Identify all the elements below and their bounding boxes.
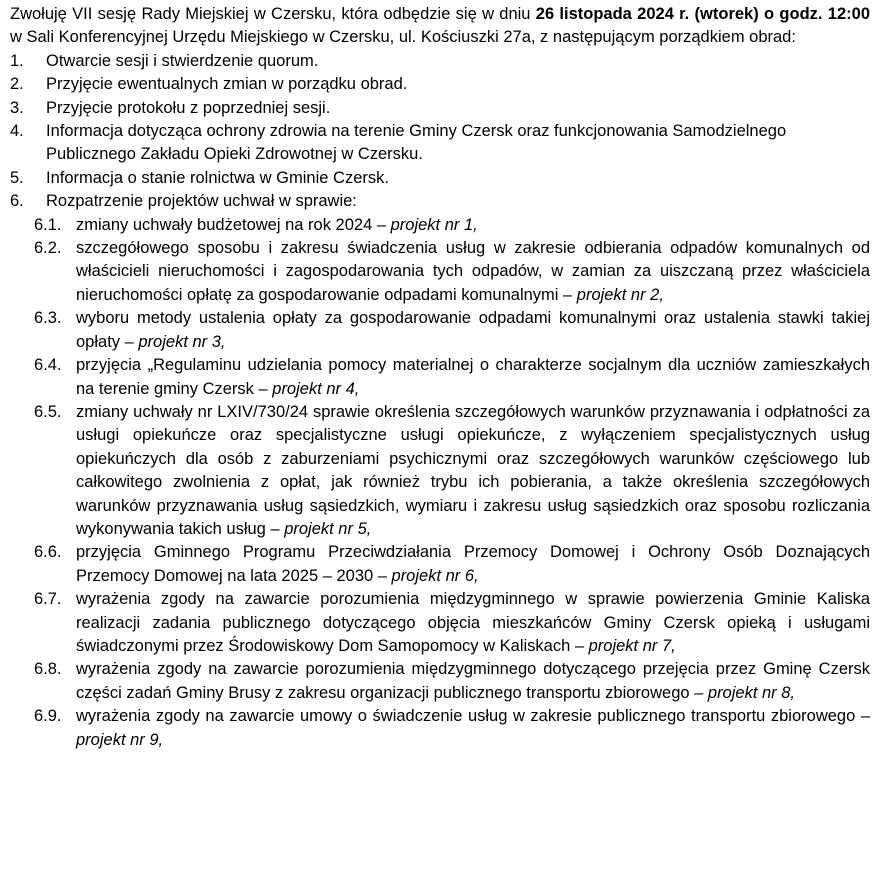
resolution-item [10, 658, 870, 705]
agenda-item [10, 97, 870, 120]
agenda-item [10, 73, 870, 96]
project-ref: projekt nr 5, [284, 519, 372, 538]
agenda-item-number: 1. [10, 51, 24, 70]
project-ref: projekt nr 9, [76, 730, 164, 749]
agenda-item [10, 120, 870, 167]
resolution-item [10, 237, 870, 307]
resolution-item [10, 541, 870, 588]
intro-text-3: w Sali Konferencyjnej Urzędu Miejskiego w Czersku, ul. Kościuszki 27a, z następującym porządkiem obrad: [10, 28, 796, 47]
agenda-item [10, 167, 870, 190]
resolution-text: szczegółowego sposobu i zakresu świadczenia usług w zakresie odbierania odpadów komunalnych od właścicieli nieruchomości i zagospodarowania tych odpadów, w zamian za uiszczaną przez właściciela nieruchomości opłatę za gospodarowanie odpadami komunalnymi – [76, 239, 870, 304]
resolution-number: 6.9. [34, 707, 62, 726]
agenda-item-number: 4. [10, 122, 24, 141]
resolution-item [10, 588, 870, 658]
resolution-text: przyjęcia „Regulaminu udzielania pomocy materialnej o charakterze socjalnym dla uczniów zamieszkałych na terenie gminy Czersk – [76, 356, 870, 398]
resolution-list [10, 214, 870, 752]
resolution-text: wyrażenia zgody na zawarcie umowy o świadczenie usług w zakresie publicznego transportu zbiorowego – [76, 707, 870, 726]
agenda-item-number: 6. [10, 192, 24, 211]
project-ref: projekt nr 2, [576, 285, 664, 304]
agenda-item-number: 3. [10, 98, 24, 117]
agenda-item [10, 50, 870, 73]
project-ref: projekt nr 6, [391, 566, 479, 585]
agenda-item-text: Rozpatrzenie projektów uchwał w sprawie: [46, 192, 357, 211]
resolution-text: wyrażenia zgody na zawarcie porozumienia międzygminnego dotyczącego przejęcia przez Gminę Czersk części zadań Gminy Brusy z zakresu organizacji publicznego transportu zbiorowego – [76, 660, 870, 702]
project-ref: projekt nr 7, [588, 636, 676, 655]
agenda-list [10, 50, 870, 214]
resolution-item [10, 705, 870, 752]
session-date: 26 listopada 2024 r. (wtorek) [535, 5, 759, 23]
agenda-item-text: Informacja dotycząca ochrony zdrowia na terenie Gminy Czersk oraz funkcjonowania Samodzielnego Publicznego Zakładu Opieki Zdrowotnej w Czersku. [46, 122, 787, 164]
agenda-item-number: 5. [10, 168, 24, 187]
resolution-number: 6.6. [34, 543, 62, 562]
session-time: o godz. 12:00 [764, 5, 870, 23]
resolution-number: 6.8. [34, 660, 62, 679]
resolution-text: zmiany uchwały budżetowej na rok 2024 – [76, 215, 391, 234]
intro-paragraph [10, 0, 870, 50]
agenda-item [10, 190, 870, 213]
project-ref: projekt nr 8, [707, 683, 796, 702]
project-ref: projekt nr 4, [272, 379, 360, 398]
resolution-text: przyjęcia Gminnego Programu Przeciwdziałania Przemocy Domowej i Ochrony Osób Doznających Przemocy Domowej na lata 2025 – 2030 – [76, 543, 870, 585]
resolution-item [10, 354, 870, 401]
resolution-number: 6.7. [34, 590, 62, 609]
resolution-item [10, 401, 870, 541]
intro-text-1: Zwołuję VII sesję Rady Miejskiej w Czersku, która odbędzie się w dniu [10, 5, 536, 23]
agenda-item-text: Informacja o stanie rolnictwa w Gminie Czersk. [46, 168, 389, 187]
resolution-number: 6.5. [34, 402, 62, 421]
resolution-text: wyrażenia zgody na zawarcie porozumienia międzygminnego w sprawie powierzenia Gminie Kaliska realizacji zadania publicznego dotyczącego objęcia mieszkańców Gminy Czersk opieką i usługami świadczonymi przez Środowiskowy Dom Samopomocy w Kaliskach – [76, 590, 870, 655]
project-ref: projekt nr 1, [390, 215, 478, 234]
resolution-item [10, 307, 870, 354]
resolution-number: 6.2. [34, 239, 62, 258]
agenda-item-text: Przyjęcie ewentualnych zmian w porządku obrad. [46, 75, 408, 94]
resolution-item [10, 214, 870, 237]
resolution-number: 6.1. [34, 215, 62, 234]
resolution-text: wyboru metody ustalenia opłaty za gospodarowanie odpadami komunalnymi oraz ustalenia stawki takiej opłaty – [76, 309, 870, 351]
resolution-number: 6.3. [34, 309, 62, 328]
agenda-item-text: Przyjęcie protokołu z poprzedniej sesji. [46, 98, 331, 117]
agenda-item-text: Otwarcie sesji i stwierdzenie quorum. [46, 51, 319, 70]
resolution-text: zmiany uchwały nr LXIV/730/24 sprawie określenia szczegółowych warunków przyznawania i odpłatności za usługi opiekuńcze oraz specjalistyczne usługi opiekuńcze, z wyłączeniem specjalistycznych usług opiekuńczych dla osób z zaburzeniami psychicznymi oraz szczegółowych warunków częściowego lub całkowitego zwolnienia z opłat, jak również trybu ich pobierania, a także określenia szczegółowych warunków przyznawania usług sąsiedzkich, wymiaru i zakresu usług sąsiedzkich oraz sposobu rozliczania wykonywania takich usług – [76, 402, 870, 538]
resolution-number: 6.4. [34, 356, 62, 375]
agenda-item-number: 2. [10, 75, 24, 94]
project-ref: projekt nr 3, [138, 332, 226, 351]
